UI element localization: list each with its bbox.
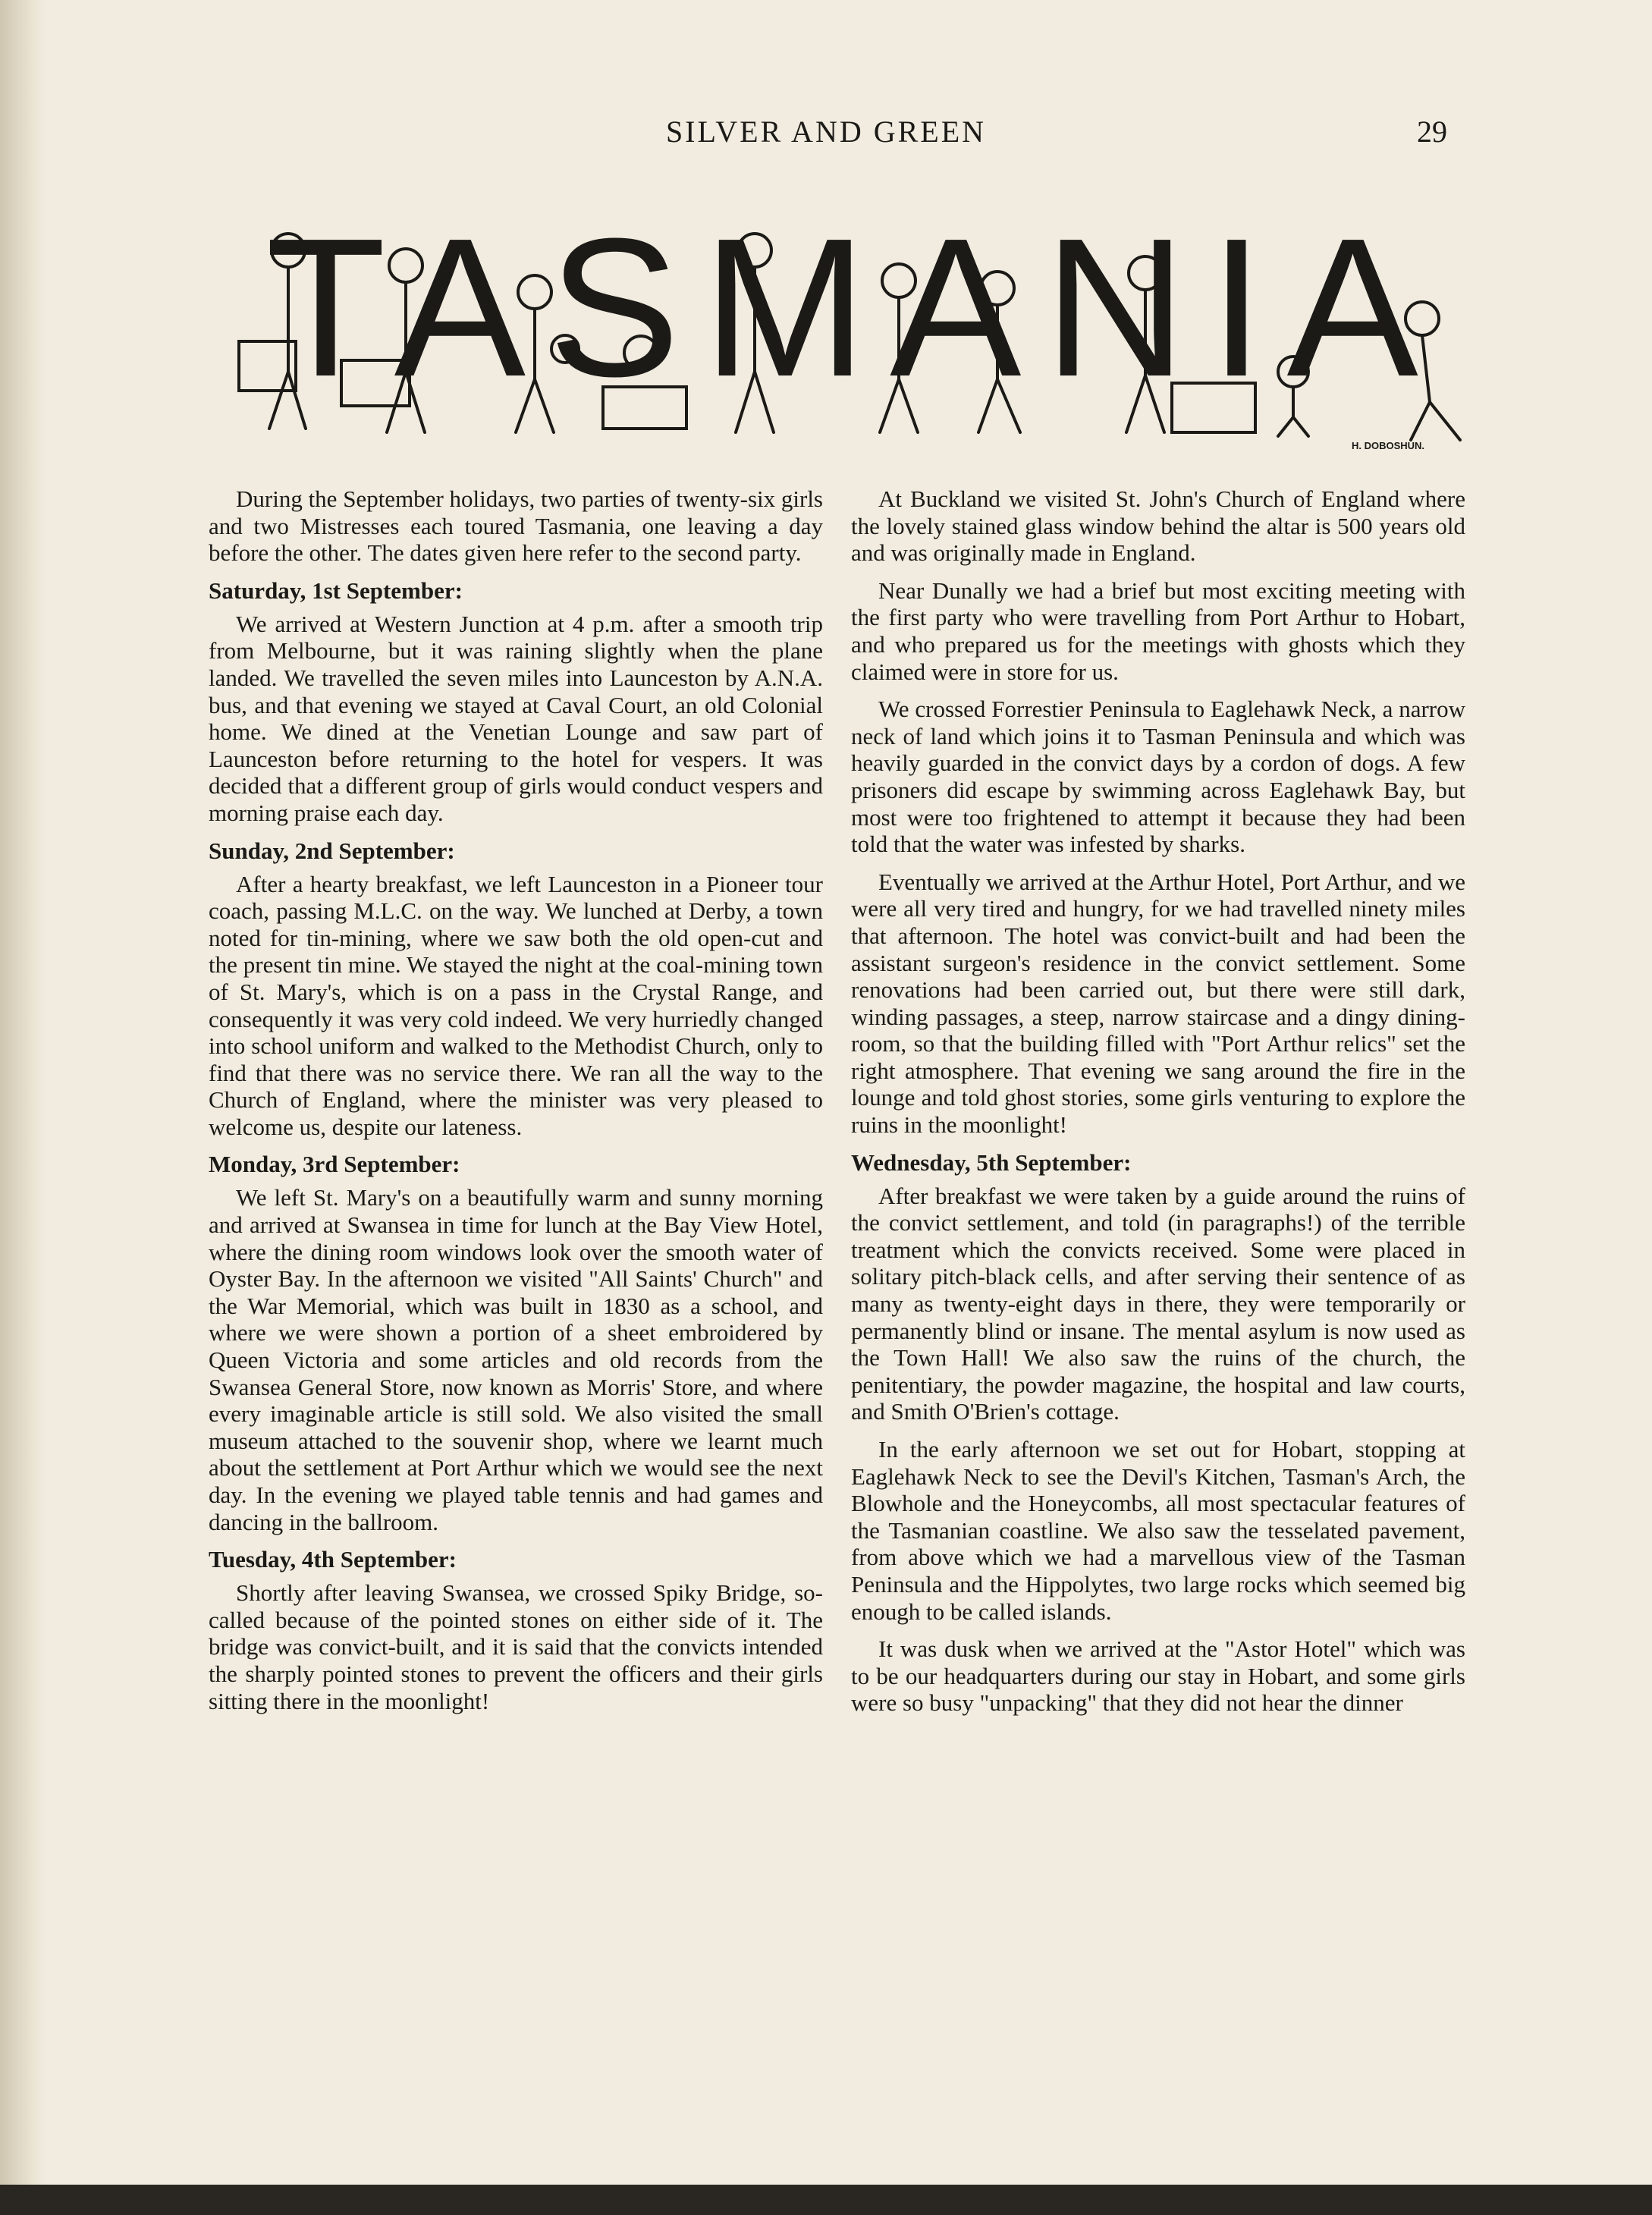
paragraph: After breakfast we were taken by a guide around the ruins of the convict settlement, and told (in paragraphs!) of the terrible treatment which the convicts received. Some were placed in solitary pitch-black cells, and after serving their sentence of as many as twenty-eight days in there, they were temporarily or permanently blind or insane. The mental asylum is now used as the Town Hall! We also saw the ruins of the church, the penitentiary, the powder magazine, the hospital and law courts, and Smith O'Brien's cottage. <box>851 1182 1465 1425</box>
page-number: 29 <box>1417 115 1447 149</box>
paragraph: Shortly after leaving Swansea, we crossed Spiky Bridge, so-called because of the pointed stones on either side of it. The bridge was convict-built, and it is said that the convicts intended the sharply pointed stones to prevent the officers and their girls sitting there in the moonlight! <box>209 1579 823 1714</box>
binding-shadow <box>0 0 46 2215</box>
paragraph: It was dusk when we arrived at the "Astor Hotel" which was to be our headquarters during our stay in Hobart, and some girls were so busy "unpacking" that they did not hear the dinner <box>851 1635 1465 1717</box>
section-heading: Monday, 3rd September: <box>209 1151 460 1178</box>
banner-title: TASMANIA <box>265 220 1441 418</box>
section-heading: Tuesday, 4th September: <box>209 1546 457 1573</box>
running-title: SILVER AND GREEN <box>665 115 987 149</box>
section-heading: Sunday, 2nd September: <box>209 837 455 864</box>
paragraph: We left St. Mary's on a beautifully warm and sunny morning and arrived at Swansea in time for lunch at the Bay View Hotel, where the dining room windows look over the smooth water of Oyster Bay. In the afternoon we visited "All Saints' Church" and the War Memorial, which was built in 1830 as a school, and where we were shown a portion of a sheet embroidered by Queen Victoria and some articles and old records from the Swansea General Store, now known as Morris' Store, and where every imaginable article is still sold. We also visited the small museum attached to the souvenir shop, where we learnt much about the settlement at Port Arthur which we would see the next day. In the evening we played table tennis and had games and dancing in the ballroom. <box>209 1184 823 1535</box>
section-heading: Saturday, 1st September: <box>209 577 463 604</box>
article-column-right <box>851 485 1465 1727</box>
article-column-left <box>209 485 823 1725</box>
paragraph: In the early afternoon we set out for Hobart, stopping at Eaglehawk Neck to see the Devil's Kitchen, Tasman's Arch, the Blowhole and the Honeycombs, all most spectacular features of the Tasmanian coastline. We also saw the tesselated pavement, from above which we had a marvellous view of the Tasman Peninsula and the Hippolytes, two large rocks which seemed big enough to be called islands. <box>851 1436 1465 1625</box>
paragraph: We arrived at Western Junction at 4 p.m. after a smooth trip from Melbourne, but it was raining slightly when the plane landed. We travelled the seven miles into Launceston by A.N.A. bus, and that evening we stayed at Caval Court, an old Colonial home. We dined at the Venetian Lounge and saw part of Launceston before returning to the hotel for vespers. It was decided that a different group of girls would conduct vespers and morning praise each day. <box>209 610 823 826</box>
tasmania-stick-figure-banner <box>216 220 1490 455</box>
scan-bottom-edge <box>0 2185 1652 2215</box>
section-heading: Wednesday, 5th September: <box>851 1148 1132 1176</box>
paragraph: Eventually we arrived at the Arthur Hotel, Port Arthur, and we were all very tired and hungry, for we had travelled ninety miles that afternoon. The hotel was convict-built and had been the assistant surgeon's residence in the convict settlement. Some renovations had been carried out, but there were still dark, winding passages, a steep, narrow staircase and a dingy dining-room, so that the building filled with "Port Arthur relics" set the right atmosphere. That evening we sang around the fire in the lounge and told ghost stories, some girls venturing to explore the ruins in the moonlight! <box>851 868 1465 1139</box>
paragraph: Near Dunally we had a brief but most exciting meeting with the first party who were travelling from Port Arthur to Hobart, and who prepared us for the meetings with ghosts which they claimed were in store for us. <box>851 577 1465 685</box>
paragraph: We crossed Forrestier Peninsula to Eaglehawk Neck, a narrow neck of land which joins it to Tasman Peninsula and which was heavily guarded in the convict days by a cordon of dogs. A few prisoners did escape by swimming across Eaglehawk Bay, but most were too frightened to attempt it because they had been told that the water was infested by sharks. <box>851 696 1465 858</box>
paragraph: At Buckland we visited St. John's Church of England where the lovely stained glass window behind the altar is 500 years old and was originally made in England. <box>851 485 1465 567</box>
paragraph: After a hearty breakfast, we left Launceston in a Pioneer tour coach, passing M.L.C. on the way. We lunched at Derby, a town noted for tin-mining, where we saw both the old open-cut and the present tin mine. We stayed the night at the coal-mining town of St. Mary's, which is on a pass in the Crystal Range, and consequently it was very cold indeed. We very hurriedly changed into school uniform and walked to the Methodist Church, only to find that there was no service there. We ran all the way to the Church of England, where the minister was very pleased to welcome us, despite our lateness. <box>209 870 823 1140</box>
intro-paragraph: During the September holidays, two parties of twenty-six girls and two Mistresses each toured Tasmania, one leaving a day before the other. The dates given here refer to the second party. <box>209 485 824 567</box>
artist-signature: H. DOBOSHUN. <box>1351 440 1425 451</box>
